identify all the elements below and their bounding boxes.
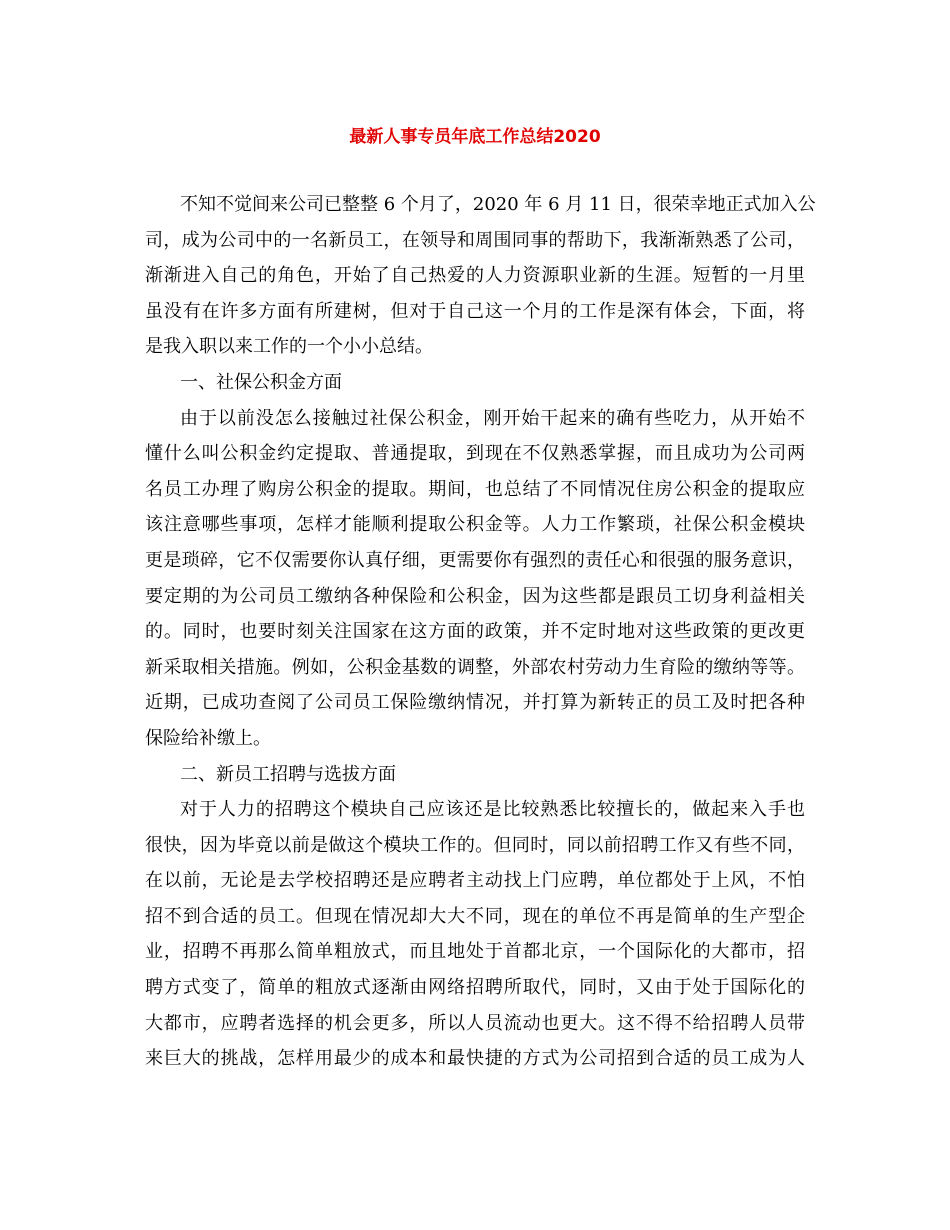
document-title: 最新人事专员年底工作总结2020 — [349, 127, 601, 147]
body-line: 懂什么叫公积金约定提取、普通提取，到现在不仅熟悉掌握，而且成功为公司两 — [145, 443, 805, 465]
body-line: 保险给补缴上。 — [145, 727, 271, 749]
section-heading: 一、社保公积金方面 — [180, 371, 342, 393]
body-line: 由于以前没怎么接触过社保公积金，刚开始干起来的确有些吃力，从开始不 — [180, 407, 805, 429]
body-line: 新采取相关措施。例如，公积金基数的调整，外部农村劳动力生育险的缴纳等等。 — [145, 656, 805, 678]
body-line: 渐渐进入自己的角色，开始了自己热爱的人力资源职业新的生涯。短暂的一月里 — [145, 265, 805, 287]
body-line: 更是琐碎，它不仅需要你认真仔细，更需要你有强烈的责任心和很强的服务意识， — [145, 549, 805, 571]
body-line: 聘方式变了，简单的粗放式逐渐由网络招聘所取代，同时，又由于处于国际化的 — [145, 977, 805, 999]
body-line: 不知不觉间来公司已整整 6 个月了，2020 年 6 月 11 日，很荣幸地正式加入公 — [180, 194, 816, 215]
body-line: 很快，因为毕竟以前是做这个模块工作的。但同时，同以前招聘工作又有些不同， — [145, 834, 805, 856]
section-heading: 二、新员工招聘与选拔方面 — [180, 763, 396, 785]
body-line: 近期，已成功查阅了公司员工保险缴纳情况，并打算为新转正的员工及时把各种 — [145, 692, 805, 714]
document-body — [145, 187, 816, 1077]
body-line: 在以前，无论是去学校招聘还是应聘者主动找上门应聘，单位都处于上风，不怕 — [145, 870, 805, 892]
body-line: 要定期的为公司员工缴纳各种保险和公积金，因为这些都是跟员工切身利益相关 — [145, 585, 805, 607]
body-line: 业，招聘不再那么简单粗放式，而且地处于首都北京，一个国际化的大都市，招 — [145, 941, 805, 963]
body-line: 大都市，应聘者选择的机会更多，所以人员流动也更大。这不得不给招聘人员带 — [145, 1012, 805, 1034]
body-line: 招不到合适的员工。但现在情况却大大不同，现在的单位不再是简单的生产型企 — [145, 905, 805, 927]
body-line: 该注意哪些事项，怎样才能顺利提取公积金等。人力工作繁琐，社保公积金模块 — [145, 514, 805, 536]
body-line: 司，成为公司中的一名新员工，在领导和周围同事的帮助下，我渐渐熟悉了公司， — [145, 229, 805, 251]
body-line: 的。同时，也要时刻关注国家在这方面的政策，并不定时地对这些政策的更改更 — [145, 621, 805, 643]
body-line: 虽没有在许多方面有所建树，但对于自己这一个月的工作是深有体会，下面，将 — [145, 300, 805, 322]
body-line: 对于人力的招聘这个模块自己应该还是比较熟悉比较擅长的，做起来入手也 — [180, 799, 805, 821]
body-line: 名员工办理了购房公积金的提取。期间，也总结了不同情况住房公积金的提取应 — [145, 478, 805, 500]
body-line: 是我入职以来工作的一个小小总结。 — [145, 336, 433, 358]
body-line: 来巨大的挑战，怎样用最少的成本和最快捷的方式为公司招到合适的员工成为人 — [145, 1048, 805, 1070]
